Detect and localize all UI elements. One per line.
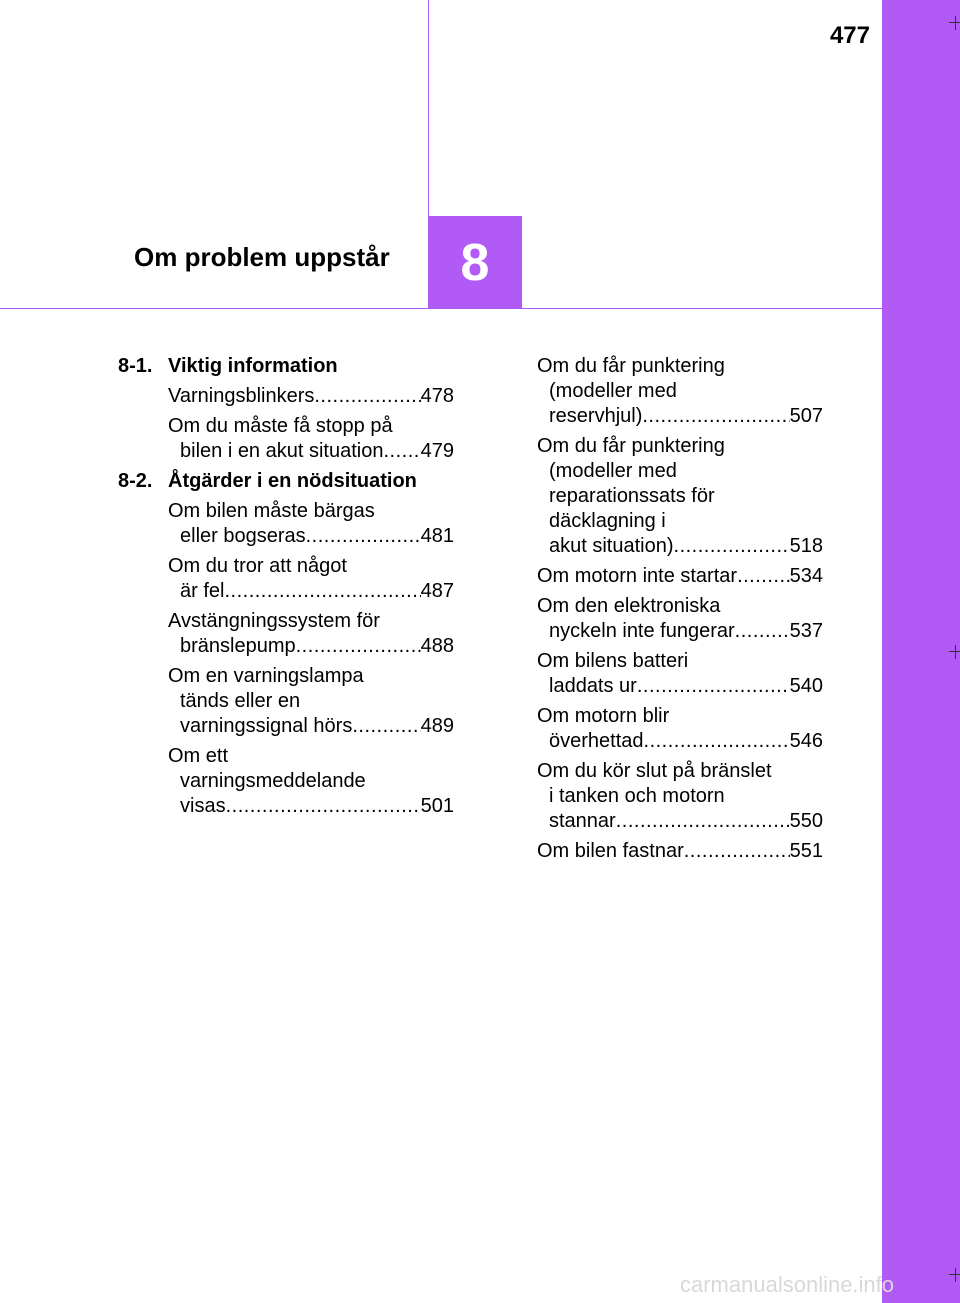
toc-entry-text: Om du kör slut på bränslet <box>537 760 772 782</box>
toc-entry-text: reservhjul) <box>549 405 643 427</box>
toc-entry-text: är fel <box>180 580 225 602</box>
toc-dot-leader <box>637 674 790 699</box>
toc-entry-line <box>537 379 823 404</box>
toc-dot-leader <box>735 619 790 644</box>
toc-dot-leader <box>642 404 789 429</box>
toc-entry-line <box>537 704 823 729</box>
toc-entry-text: (modeller med <box>549 380 677 402</box>
toc-page-number: 479 <box>420 440 454 462</box>
toc-section-number: 8-2. <box>118 470 153 492</box>
toc-dot-leader <box>383 439 420 464</box>
toc-entry-text: bilen i en akut situation <box>180 440 384 462</box>
toc-entry-text: nyckeln inte fungerar <box>549 620 735 642</box>
toc-entry[interactable] <box>537 704 823 754</box>
toc-page-number: 481 <box>420 525 454 547</box>
toc-entry[interactable] <box>168 414 454 464</box>
toc-entry-line <box>537 729 823 754</box>
toc-entry-line <box>537 459 823 484</box>
toc-entry[interactable] <box>537 564 823 589</box>
toc-entry-text: Om bilen fastnar <box>537 840 684 862</box>
toc-entry-line <box>168 499 454 524</box>
toc-entry-line <box>168 524 454 549</box>
toc-entry[interactable] <box>537 594 823 644</box>
toc-entry-text: Om en varningslampa <box>168 665 364 687</box>
toc-dot-leader <box>224 579 420 604</box>
toc-entry-line <box>168 384 454 409</box>
toc-entry-text: Om den elektroniska <box>537 595 721 617</box>
toc-entry-text: (modeller med <box>549 460 677 482</box>
page-number: 477 <box>829 22 870 49</box>
toc-entry-text: Om du får punktering <box>537 435 725 457</box>
crop-mark-icon <box>949 645 960 659</box>
toc-entry-line <box>537 434 823 459</box>
toc-entry-line <box>537 759 823 784</box>
chapter-title: Om problem uppstår <box>134 242 390 272</box>
toc-dot-leader <box>306 524 421 549</box>
toc-dot-leader <box>684 839 790 864</box>
toc-entry-line <box>537 594 823 619</box>
toc-section-heading <box>118 469 454 494</box>
toc-entry-text: stannar <box>549 810 616 832</box>
toc-entry-line <box>168 579 454 604</box>
watermark: carmanualsonline.info <box>680 1272 895 1297</box>
toc-entry-text: varningssignal hörs <box>180 715 353 737</box>
toc-page-number: 501 <box>420 795 454 817</box>
toc-entry-text: Om motorn blir <box>537 705 670 727</box>
toc-entry[interactable] <box>537 354 823 429</box>
toc-entry[interactable] <box>168 499 454 549</box>
toc-entry[interactable] <box>537 649 823 699</box>
toc-page-number: 546 <box>789 730 823 752</box>
toc-section-heading <box>118 354 454 379</box>
toc-page-number: 487 <box>420 580 454 602</box>
toc-entry-line <box>168 414 454 439</box>
toc-left-column <box>118 354 454 824</box>
toc-dot-leader <box>644 729 790 754</box>
toc-entry-text: Om du får punktering <box>537 355 725 377</box>
toc-entry-line <box>537 839 823 864</box>
toc-dot-leader <box>314 384 420 409</box>
toc-entry-text: visas <box>180 795 226 817</box>
toc-entry[interactable] <box>537 839 823 864</box>
toc-page-number: 507 <box>789 405 823 427</box>
toc-section-title: Viktig information <box>168 355 338 377</box>
toc-dot-leader <box>296 634 421 659</box>
toc-dot-leader <box>674 534 790 559</box>
toc-entry-line <box>168 664 454 689</box>
toc-entry-line <box>537 484 823 509</box>
toc-entry-text: varningsmeddelande <box>180 770 366 792</box>
crop-mark-icon <box>949 16 960 30</box>
chapter-number-box <box>428 216 522 309</box>
toc-entry-text: tänds eller en <box>180 690 301 712</box>
toc-dot-leader <box>737 564 790 589</box>
toc-entry[interactable] <box>168 609 454 659</box>
toc-page-number: 550 <box>789 810 823 832</box>
toc-entry-line <box>168 439 454 464</box>
toc-entry-line <box>537 564 823 589</box>
toc-entry-text: laddats ur <box>549 675 637 697</box>
toc-entry-line <box>537 649 823 674</box>
toc-entry-line <box>168 609 454 634</box>
toc-entry-text: Om bilen måste bärgas <box>168 500 375 522</box>
toc-page-number: 478 <box>420 385 454 407</box>
toc-page-number: 488 <box>420 635 454 657</box>
toc-page-number: 489 <box>420 715 454 737</box>
toc-page-number: 534 <box>789 565 823 587</box>
toc-entry-text: Om ett <box>168 745 229 767</box>
toc-entry-text: överhettad <box>549 730 644 752</box>
toc-entry-text: Om du måste få stopp på <box>168 415 393 437</box>
toc-entry-text: Avstängningssystem för <box>168 610 380 632</box>
toc-entry-line <box>168 794 454 819</box>
toc-page-number: 551 <box>789 840 823 862</box>
toc-dot-leader <box>616 809 790 834</box>
toc-entry-line <box>168 769 454 794</box>
toc-dot-leader <box>226 794 421 819</box>
toc-entry-line <box>168 714 454 739</box>
toc-entry-line <box>537 534 823 559</box>
toc-entry-line <box>537 404 823 429</box>
toc-section-number: 8-1. <box>118 355 153 377</box>
toc-entry-text: Om bilens batteri <box>537 650 689 672</box>
chapter-number: 8 <box>460 233 490 292</box>
toc-entry-line <box>168 689 454 714</box>
toc-entry[interactable] <box>168 384 454 409</box>
toc-page-number: 540 <box>789 675 823 697</box>
toc-entry-line <box>168 634 454 659</box>
toc-entry-text: bränslepump <box>180 635 296 657</box>
header-vertical-rule <box>428 0 429 216</box>
toc-entry-text: reparationssats för <box>549 485 715 507</box>
toc-entry[interactable] <box>168 554 454 604</box>
toc-entry-text: Om motorn inte startar <box>537 565 738 587</box>
toc-entry-text: eller bogseras <box>180 525 306 547</box>
toc-entry[interactable] <box>537 434 823 559</box>
toc-entry-line <box>537 354 823 379</box>
toc-entry-text: däcklagning i <box>549 510 666 532</box>
toc-entry-text: Varningsblinkers <box>168 385 315 407</box>
toc-entry[interactable] <box>537 759 823 834</box>
toc-entry-line <box>168 744 454 769</box>
toc-dot-leader <box>352 714 420 739</box>
toc-entry-line <box>537 784 823 809</box>
toc-entry-line <box>537 619 823 644</box>
crop-mark-icon <box>949 1268 960 1282</box>
toc-section-title: Åtgärder i en nödsituation <box>168 470 417 492</box>
toc-entry[interactable] <box>168 744 454 819</box>
toc-page-number: 537 <box>789 620 823 642</box>
toc-entry-text: Om du tror att något <box>168 555 347 577</box>
toc-entry-line <box>168 554 454 579</box>
toc-page-number: 518 <box>789 535 823 557</box>
toc-right-column <box>537 354 823 869</box>
toc-entry-text: akut situation) <box>549 535 674 557</box>
toc-entry[interactable] <box>168 664 454 739</box>
toc-entry-line <box>537 509 823 534</box>
toc-entry-text: i tanken och motorn <box>549 785 725 807</box>
toc-entry-line <box>537 809 823 834</box>
toc-entry-line <box>537 674 823 699</box>
